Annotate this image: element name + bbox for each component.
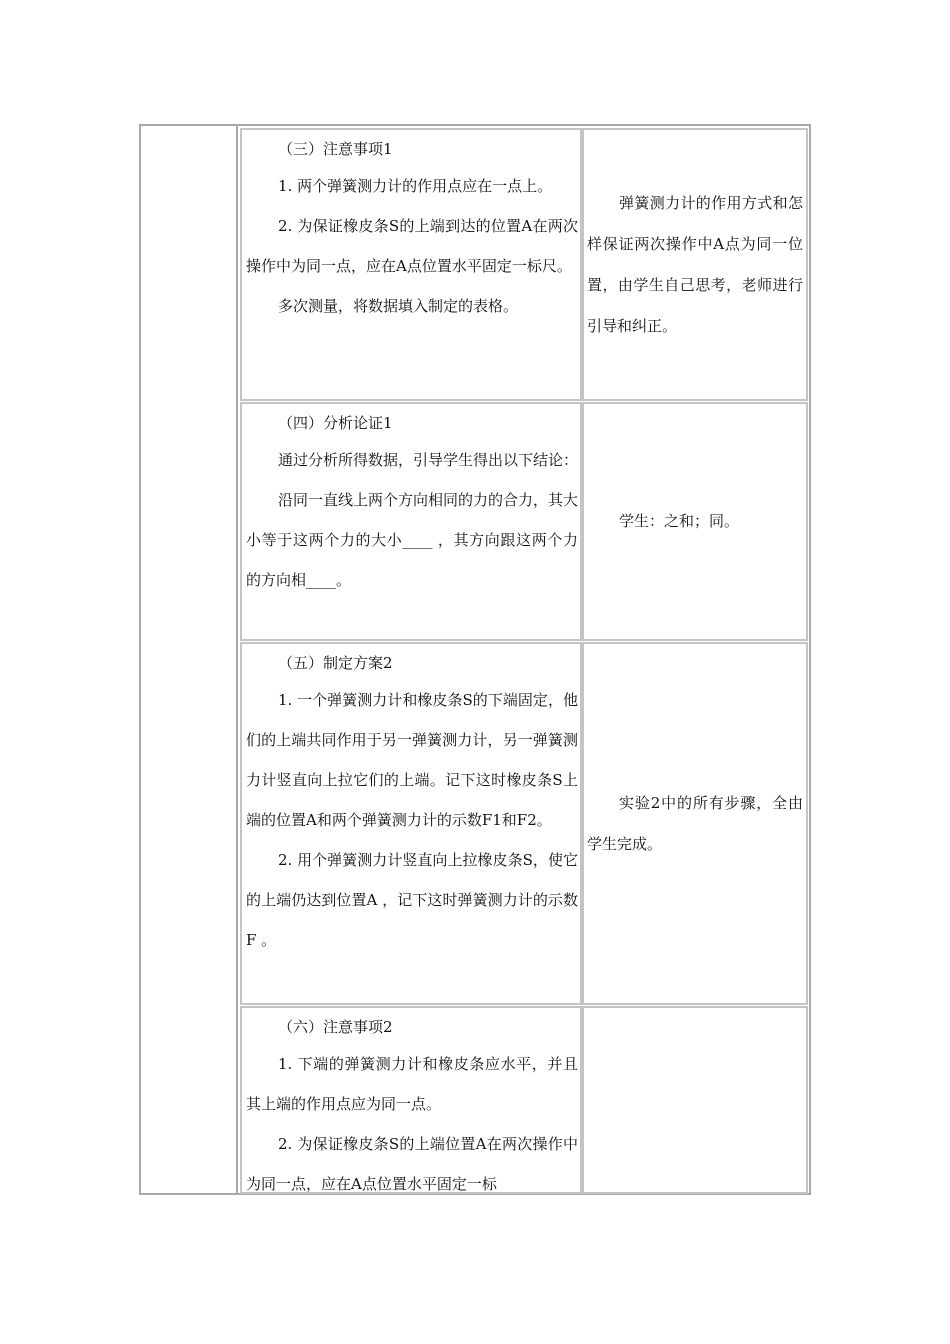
section-heading: （四）分析论证1 <box>278 414 393 432</box>
paragraph: 1. 一个弹簧测力计和橡皮条S的下端固定，他们的上端共同作用于另一弹簧测力计，另一弹簧测力计竖直向上拉它们的上端。记下这时橡皮条S上端的位置A和两个弹簧测力计的示数F1和F2。 <box>246 691 578 829</box>
cell-plan-2 <box>240 642 582 1005</box>
section-heading: （五）制定方案2 <box>278 654 393 672</box>
paragraph: 多次测量，将数据填入制定的表格。 <box>278 297 519 315</box>
section-heading: （六）注意事项2 <box>278 1018 393 1036</box>
paragraph: 1. 下端的弹簧测力计和橡皮条应水平，并且其上端的作用点应为同一点。 <box>246 1055 578 1113</box>
cell-remark-3 <box>582 642 808 1005</box>
paragraph: 2. 为保证橡皮条S的上端到达的位置A在两次操作中为同一点，应在A点位置水平固定一标尺。 <box>246 217 578 275</box>
left-column <box>141 126 238 1193</box>
paragraph: 通过分析所得数据，引导学生得出以下结论： <box>278 451 579 469</box>
cell-remark-2 <box>582 402 808 641</box>
cell-remark-4 <box>582 1006 808 1194</box>
remark-text: 实验2中的所有步骤，全由学生完成。 <box>587 793 803 853</box>
paragraph: 2. 为保证橡皮条S的上端位置A在两次操作中为同一点，应在A点位置水平固定一标 <box>246 1135 578 1193</box>
cell-notes-1 <box>240 128 582 401</box>
cell-notes-2 <box>240 1006 582 1194</box>
section-heading: （三）注意事项1 <box>278 140 393 158</box>
paragraph: 2. 用个弹簧测力计竖直向上拉橡皮条S，使它的上端仍达到位置A ，记下这时弹簧测力计的示数F 。 <box>246 851 578 949</box>
remark-text: 学生：之和；同。 <box>619 512 740 530</box>
paragraph: 沿同一直线上两个方向相同的力的合力，其大小等于这两个力的大小____ ，其方向跟这两个力的方向相____。 <box>246 491 579 589</box>
paragraph: 1. 两个弹簧测力计的作用点应在一点上。 <box>278 177 553 195</box>
remark-text: 弹簧测力计的作用方式和怎样保证两次操作中A点为同一位置，由学生自己思考，老师进行引导和纠正。 <box>587 193 803 335</box>
cell-remark-1 <box>582 128 808 401</box>
cell-analysis-1 <box>240 402 582 641</box>
